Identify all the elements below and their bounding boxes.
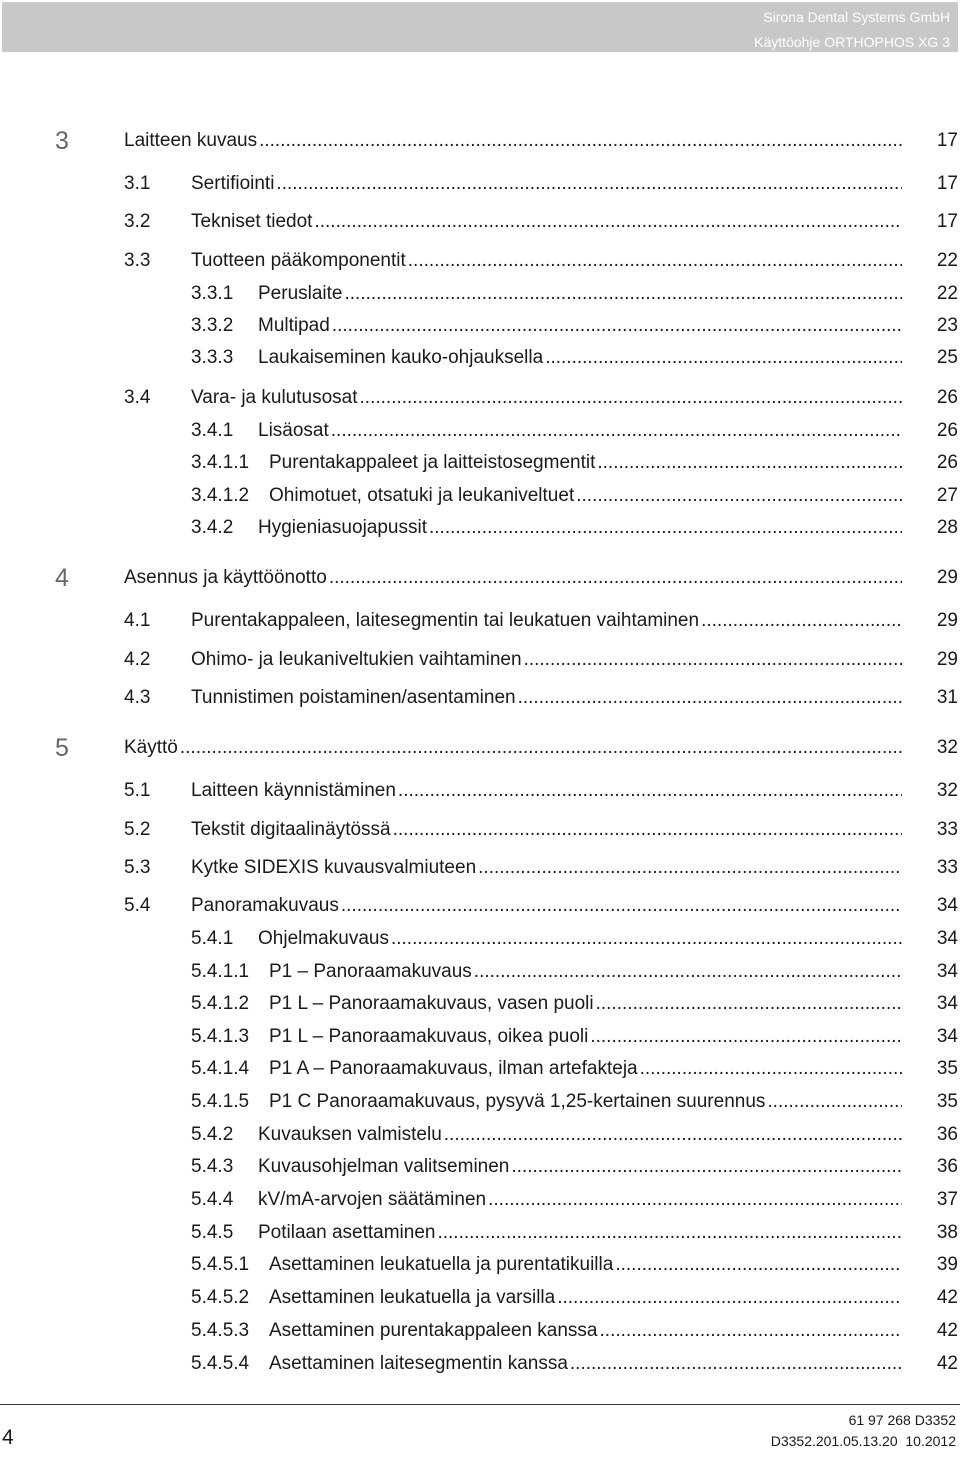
toc-section-number: 3.3.3 <box>191 347 234 368</box>
toc-page-number: 32 <box>936 780 958 801</box>
toc-row[interactable] <box>0 312 960 340</box>
toc-row[interactable] <box>0 417 960 445</box>
toc-title: Kytke SIDEXIS kuvausvalmiuteen <box>191 857 477 878</box>
toc-row[interactable] <box>0 449 960 477</box>
toc-row[interactable] <box>0 482 960 510</box>
toc-title: Tuotteen pääkomponentit <box>191 250 406 271</box>
toc-dot-leader <box>398 777 902 805</box>
toc-section-number: 5.4.1.4 <box>191 1058 250 1079</box>
toc-title: P1 – Panoraamakuvaus <box>269 961 472 982</box>
header-manual-title: Käyttöohje ORTHOPHOS XG 3 <box>754 34 950 50</box>
toc-title: P1 A – Panoraamakuvaus, ilman artefakteja <box>269 1058 638 1079</box>
toc-dot-leader <box>557 1284 902 1312</box>
toc-section-number: 5.4.5 <box>191 1222 234 1243</box>
toc-title: Panoramakuvaus <box>191 895 339 916</box>
toc-section-number: 5.4.2 <box>191 1124 234 1145</box>
toc-title: Hygieniasuojapussit <box>258 517 427 538</box>
toc-row[interactable] <box>0 892 960 920</box>
toc-section-number: 3.4.2 <box>191 517 234 538</box>
toc-page-number: 29 <box>936 649 958 670</box>
toc-page-number: 34 <box>936 895 958 916</box>
footer-doc-number: 61 97 268 D3352 <box>848 1412 956 1428</box>
toc-entry <box>191 777 902 805</box>
toc-entry <box>124 127 902 155</box>
toc-dot-leader <box>570 1350 902 1378</box>
toc-row[interactable] <box>0 1121 960 1149</box>
toc-page-number: 39 <box>936 1254 958 1275</box>
toc-title: Ohjelmakuvaus <box>258 928 389 949</box>
toc-row[interactable] <box>0 925 960 953</box>
toc-row[interactable] <box>0 514 960 542</box>
toc-section-number: 5.3 <box>124 857 151 878</box>
toc-dot-leader <box>511 1153 902 1181</box>
toc-title: Asettaminen leukatuella ja purentatikuilla <box>269 1254 614 1275</box>
toc-page-number: 34 <box>936 993 958 1014</box>
toc-entry <box>258 344 902 372</box>
toc-title: Laukaiseminen kauko-ohjauksella <box>258 347 544 368</box>
toc-title: Multipad <box>258 315 330 336</box>
toc-title: Kuvauksen valmistelu <box>258 1124 442 1145</box>
toc-row[interactable] <box>0 1219 960 1247</box>
toc-row[interactable] <box>0 1317 960 1345</box>
toc-title: Vara- ja kulutusosat <box>191 387 358 408</box>
toc-dot-leader <box>590 1023 902 1051</box>
toc-section-number: 5.4.1.5 <box>191 1091 250 1112</box>
toc-entry <box>269 1251 902 1279</box>
toc-entry <box>269 1350 902 1378</box>
footer-doc-code: D3352.201.05.13.20 <box>770 1433 898 1449</box>
toc-section-number: 5.4 <box>124 895 151 916</box>
toc-page-number: 17 <box>936 173 958 194</box>
toc-title: Tunnistimen poistaminen/asentaminen <box>191 687 516 708</box>
toc-row[interactable] <box>0 1153 960 1181</box>
toc-title: kV/mA-arvojen säätäminen <box>258 1189 487 1210</box>
toc-entry <box>269 990 902 1018</box>
toc-page-number: 34 <box>936 961 958 982</box>
toc-dot-leader <box>444 1121 902 1149</box>
toc-section-number: 5.4.5.4 <box>191 1353 250 1374</box>
toc-entry <box>191 384 902 412</box>
toc-section-number: 5.4.1 <box>191 928 234 949</box>
toc-dot-leader <box>474 958 902 986</box>
toc-row[interactable] <box>0 1284 960 1312</box>
toc-entry <box>191 607 902 635</box>
toc-section-number: 3.4.1.1 <box>191 452 250 473</box>
toc-row[interactable] <box>0 247 960 275</box>
toc-row[interactable] <box>0 1088 960 1116</box>
toc-page-number: 33 <box>936 857 958 878</box>
toc-section-number: 5.4.5.3 <box>191 1320 250 1341</box>
toc-entry <box>269 958 902 986</box>
toc-entry <box>258 514 902 542</box>
toc-entry <box>258 1186 902 1214</box>
toc-page-number: 26 <box>936 387 958 408</box>
toc-title: Asettaminen leukatuella ja varsilla <box>269 1287 556 1308</box>
toc-entry <box>258 1219 902 1247</box>
toc-row[interactable] <box>0 607 960 635</box>
toc-dot-leader <box>332 312 902 340</box>
toc-row[interactable] <box>0 170 960 198</box>
toc-title: Laitteen kuvaus <box>124 130 258 151</box>
toc-entry <box>258 280 902 308</box>
toc-section-number: 3.3.1 <box>191 283 234 304</box>
toc-row[interactable] <box>0 646 960 674</box>
toc-page-number: 25 <box>936 347 958 368</box>
toc-dot-leader <box>391 925 902 953</box>
toc-title: P1 L – Panoraamakuvaus, vasen puoli <box>269 993 594 1014</box>
toc-entry <box>269 1317 902 1345</box>
toc-title: Purentakappaleen, laitesegmentin tai leukatuen vaihtaminen <box>191 610 700 631</box>
toc-entry <box>269 482 902 510</box>
toc-row[interactable] <box>0 344 960 372</box>
toc-page-number: 17 <box>936 211 958 232</box>
toc-section-number: 3.4.1.2 <box>191 485 250 506</box>
toc-entry <box>258 1153 902 1181</box>
toc-page-number: 36 <box>936 1156 958 1177</box>
toc-row[interactable] <box>0 816 960 844</box>
toc-chapter-number: 3 <box>55 127 69 155</box>
toc-dot-leader <box>701 607 902 635</box>
toc-entry <box>191 816 902 844</box>
toc-dot-leader <box>600 1317 902 1345</box>
toc-dot-leader <box>341 892 902 920</box>
toc-dot-leader <box>767 1088 902 1116</box>
toc-entry <box>191 208 902 236</box>
toc-title: Sertifiointi <box>191 173 275 194</box>
toc-entry <box>191 854 902 882</box>
toc-section-number: 4.2 <box>124 649 151 670</box>
toc-section-number: 3.4.1 <box>191 420 234 441</box>
toc-title: Asennus ja käyttöönotto <box>124 567 327 588</box>
toc-section-number: 5.4.1.2 <box>191 993 250 1014</box>
toc-entry <box>269 1088 902 1116</box>
toc-title: Potilaan asettaminen <box>258 1222 436 1243</box>
toc-dot-leader <box>576 482 902 510</box>
toc-row[interactable] <box>0 208 960 236</box>
toc-entry <box>191 646 902 674</box>
toc-row[interactable] <box>0 854 960 882</box>
toc-entry <box>124 734 902 762</box>
toc-title: Ohimo- ja leukaniveltukien vaihtaminen <box>191 649 522 670</box>
toc-entry <box>191 170 902 198</box>
toc-dot-leader <box>545 344 902 372</box>
toc-title: Asettaminen laitesegmentin kanssa <box>269 1353 568 1374</box>
toc-title: Käyttö <box>124 737 178 758</box>
header-company: Sirona Dental Systems GmbH <box>763 9 950 25</box>
toc-row[interactable] <box>0 990 960 1018</box>
footer-date: 10.2012 <box>905 1433 956 1449</box>
toc-section-number: 5.4.5.1 <box>191 1254 250 1275</box>
toc-entry <box>258 1121 902 1149</box>
toc-entry <box>258 312 902 340</box>
toc-chapter-number: 4 <box>55 564 69 592</box>
toc-dot-leader <box>276 170 902 198</box>
toc-page-number: 22 <box>936 283 958 304</box>
toc-section-number: 5.4.3 <box>191 1156 234 1177</box>
toc-row[interactable] <box>0 1186 960 1214</box>
toc-dot-leader <box>329 564 902 592</box>
toc-section-number: 5.2 <box>124 819 151 840</box>
toc-title: P1 L – Panoraamakuvaus, oikea puoli <box>269 1026 589 1047</box>
toc-dot-leader <box>597 449 902 477</box>
toc-section-number: 5.4.5.2 <box>191 1287 250 1308</box>
toc-page-number: 32 <box>936 737 958 758</box>
toc-row[interactable] <box>0 384 960 412</box>
toc-row[interactable] <box>0 684 960 712</box>
toc-title: Kuvausohjelman valitseminen <box>258 1156 510 1177</box>
toc-page-number: 34 <box>936 928 958 949</box>
toc-entry <box>269 449 902 477</box>
toc-page-number: 26 <box>936 452 958 473</box>
toc-title: Asettaminen purentakappaleen kanssa <box>269 1320 598 1341</box>
toc-title: Laitteen käynnistäminen <box>191 780 396 801</box>
toc-chapter-row[interactable] <box>0 734 960 762</box>
toc-entry <box>269 1055 902 1083</box>
toc-page-number: 42 <box>936 1320 958 1341</box>
toc-page-number: 27 <box>936 485 958 506</box>
toc-dot-leader <box>331 417 902 445</box>
toc-section-number: 5.1 <box>124 780 151 801</box>
toc-dot-leader <box>408 247 902 275</box>
toc-entry <box>191 892 902 920</box>
toc-row[interactable] <box>0 777 960 805</box>
toc-chapter-row[interactable] <box>0 564 960 592</box>
toc-section-number: 4.1 <box>124 610 151 631</box>
toc-page-number: 31 <box>936 687 958 708</box>
toc-row[interactable] <box>0 1350 960 1378</box>
footer-page-number: 4 <box>2 1426 14 1449</box>
toc-section-number: 4.3 <box>124 687 151 708</box>
toc-entry <box>191 247 902 275</box>
toc-dot-leader <box>615 1251 902 1279</box>
toc-row[interactable] <box>0 1023 960 1051</box>
toc-entry <box>269 1023 902 1051</box>
toc-dot-leader <box>488 1186 902 1214</box>
toc-section-number: 3.1 <box>124 173 151 194</box>
toc-page-number: 23 <box>936 315 958 336</box>
toc-page-number: 26 <box>936 420 958 441</box>
toc-page-number: 28 <box>936 517 958 538</box>
toc-chapter-row[interactable] <box>0 127 960 155</box>
toc-dot-leader <box>518 684 902 712</box>
toc-dot-leader <box>360 384 902 412</box>
toc-page-number: 17 <box>936 130 958 151</box>
toc-row[interactable] <box>0 958 960 986</box>
toc-chapter-number: 5 <box>55 734 69 762</box>
toc-dot-leader <box>478 854 902 882</box>
toc-dot-leader <box>259 127 902 155</box>
toc-dot-leader <box>345 280 903 308</box>
toc-page-number: 29 <box>936 567 958 588</box>
toc-page-number: 29 <box>936 610 958 631</box>
footer-rule <box>0 1404 960 1405</box>
toc-title: Tekstit digitaalinäytössä <box>191 819 391 840</box>
toc-section-number: 3.3.2 <box>191 315 234 336</box>
toc-page-number: 38 <box>936 1222 958 1243</box>
toc-dot-leader <box>437 1219 902 1247</box>
toc-section-number: 3.3 <box>124 250 151 271</box>
toc-entry <box>124 564 902 592</box>
toc-page-number: 33 <box>936 819 958 840</box>
toc-dot-leader <box>596 990 902 1018</box>
toc-dot-leader <box>640 1055 902 1083</box>
toc-section-number: 5.4.1.1 <box>191 961 250 982</box>
toc-page-number: 37 <box>936 1189 958 1210</box>
toc-page-number: 35 <box>936 1058 958 1079</box>
toc-section-number: 3.4 <box>124 387 151 408</box>
toc-page-number: 34 <box>936 1026 958 1047</box>
toc-dot-leader <box>524 646 902 674</box>
toc-title: Purentakappaleet ja laitteistosegmentit <box>269 452 596 473</box>
toc-page-number: 42 <box>936 1353 958 1374</box>
toc-section-number: 5.4.1.3 <box>191 1026 250 1047</box>
toc-title: Tekniset tiedot <box>191 211 313 232</box>
toc-entry <box>191 684 902 712</box>
toc-title: Lisäosat <box>258 420 329 441</box>
toc-section-number: 5.4.4 <box>191 1189 234 1210</box>
toc-dot-leader <box>180 734 902 762</box>
toc-row[interactable] <box>0 1055 960 1083</box>
toc-dot-leader <box>393 816 902 844</box>
toc-title: Peruslaite <box>258 283 343 304</box>
toc-page-number: 35 <box>936 1091 958 1112</box>
toc-title: P1 C Panoraamakuvaus, pysyvä 1,25-kertainen suurennus <box>269 1091 766 1112</box>
toc-section-number: 3.2 <box>124 211 151 232</box>
toc-entry <box>258 925 902 953</box>
toc-page-number: 36 <box>936 1124 958 1145</box>
toc-row[interactable] <box>0 1251 960 1279</box>
toc-dot-leader <box>314 208 902 236</box>
footer-doc-code-date <box>771 1433 956 1449</box>
toc-page-number: 42 <box>936 1287 958 1308</box>
toc-dot-leader <box>429 514 902 542</box>
toc-title: Ohimotuet, otsatuki ja leukaniveltuet <box>269 485 575 506</box>
toc-entry <box>258 417 902 445</box>
toc-row[interactable] <box>0 280 960 308</box>
toc-entry <box>269 1284 902 1312</box>
toc-page-number: 22 <box>936 250 958 271</box>
